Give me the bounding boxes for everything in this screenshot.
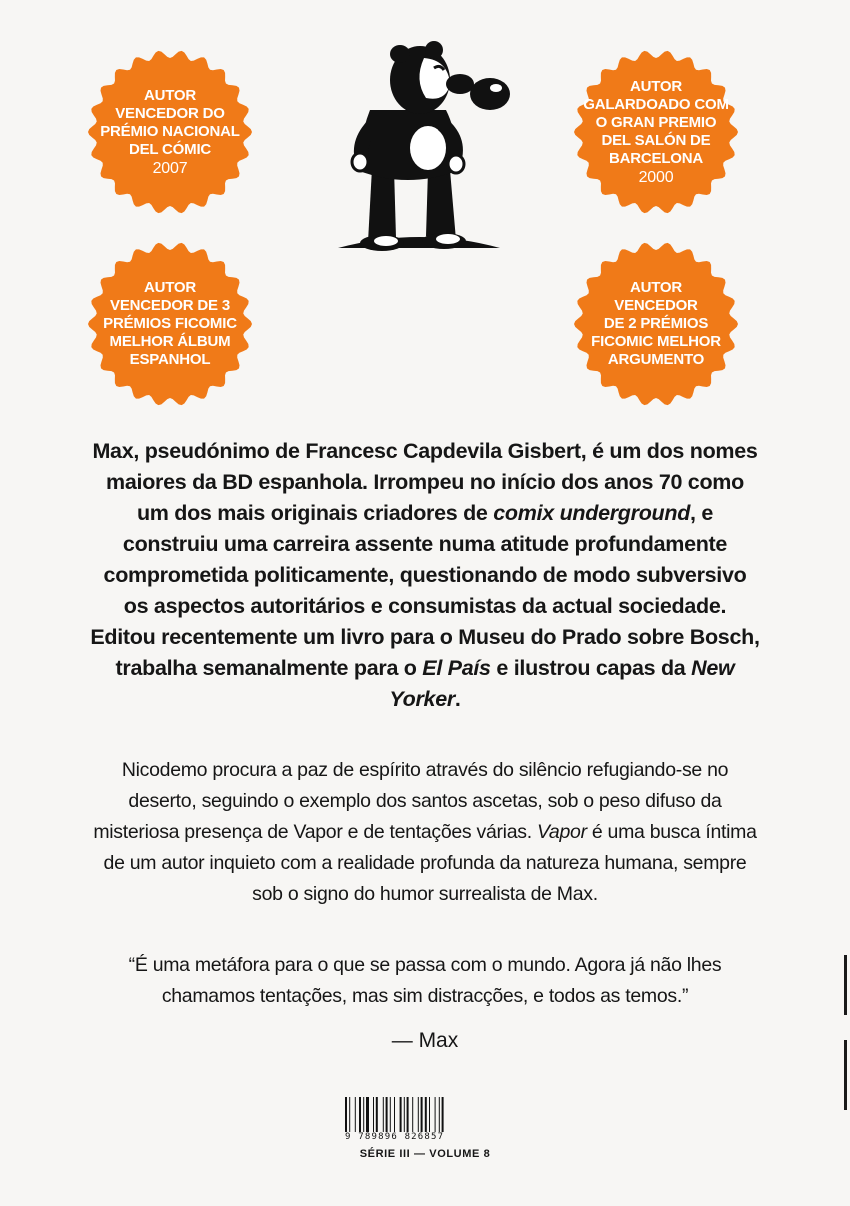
bio-text: . <box>454 687 461 711</box>
badge-line: PRÉMIO NACIONAL <box>100 122 240 140</box>
badge-line: FICOMIC MELHOR <box>591 333 721 350</box>
bio-text: e ilustrou capas da <box>490 656 692 680</box>
cartoon-character-illustration <box>300 40 540 255</box>
quote-attribution: — Max <box>391 1029 459 1052</box>
badge-year: 2000 <box>638 168 674 186</box>
badge-line: DEL CÓMIC <box>128 140 212 158</box>
synopsis-text: é uma busca íntima de um autor inquieto com a realidade profunda da natureza humana, sempre sob o signo do humor surrealista de Max. <box>103 821 757 905</box>
author-biography <box>90 436 760 715</box>
bio-text: Max, pseudónimo de Francesc Capdevila Gisbert, é um dos nomes maiores da BD espanhola. Irrompeu no início dos anos 70 como um dos mais originais criadores de <box>92 439 758 525</box>
badge-line: ESPANHOL <box>129 351 211 368</box>
award-badge-ficomic-argumento <box>572 240 740 408</box>
author-quote: “É uma metáfora para o que se passa com o mundo. Agora já não lhes chamamos tentações, mas sim distracções, e todos as temos.” <box>128 954 722 1007</box>
isbn-number: 9 789896 826857 <box>343 1132 481 1142</box>
award-badge-ficomic-album <box>86 240 254 408</box>
badge-line: DE 2 PRÉMIOS <box>603 315 709 332</box>
badge-line: GALARDOADO COM <box>583 95 729 113</box>
badge-year: 2007 <box>152 159 188 177</box>
bio-emphasis: El País <box>422 656 491 680</box>
book-synopsis <box>90 755 760 910</box>
badge-line: O GRAN PREMIO <box>595 113 717 131</box>
synopsis-emphasis: Vapor <box>536 821 587 843</box>
badge-line: AUTOR <box>629 279 683 296</box>
badge-line: DEL SALÓN DE <box>601 131 711 149</box>
badge-line: VENCEDOR <box>614 297 698 314</box>
edge-line <box>844 955 847 1015</box>
badge-line: VENCEDOR DE 3 <box>110 297 230 314</box>
award-badge-gran-premio <box>572 48 740 216</box>
badge-line: ARGUMENTO <box>607 351 705 368</box>
badge-line: BARCELONA <box>608 149 704 167</box>
bio-text: , e construiu uma carreira assente numa atitude profundamente comprometida politicamente, questionando de modo subversivo os aspectos autoritários e consumistas da actual sociedade. Editou recentemente um livro para o Museu do Prado sobre Bosch, trabalha semanalmente para o <box>90 501 760 680</box>
badge-line: VENCEDOR DO <box>115 104 225 122</box>
bio-emphasis: New Yorker <box>389 656 735 711</box>
badge-line: MELHOR ÁLBUM <box>109 333 231 350</box>
badge-line: PRÉMIOS FICOMIC <box>103 315 237 332</box>
synopsis-text: Nicodemo procura a paz de espírito através do silêncio refugiando-se no deserto, seguindo o exemplo dos santos ascetas, sob o peso difuso da misteriosa presença de Vapor e de tentações várias. <box>93 759 729 843</box>
bio-emphasis: comix underground <box>493 501 691 525</box>
badge-line: AUTOR <box>143 86 197 104</box>
series-volume-label: SÉRIE III — VOLUME 8 <box>359 1148 491 1160</box>
award-badge-premio-nacional <box>86 48 254 216</box>
badge-line: AUTOR <box>143 279 197 296</box>
badge-line: AUTOR <box>629 77 683 95</box>
